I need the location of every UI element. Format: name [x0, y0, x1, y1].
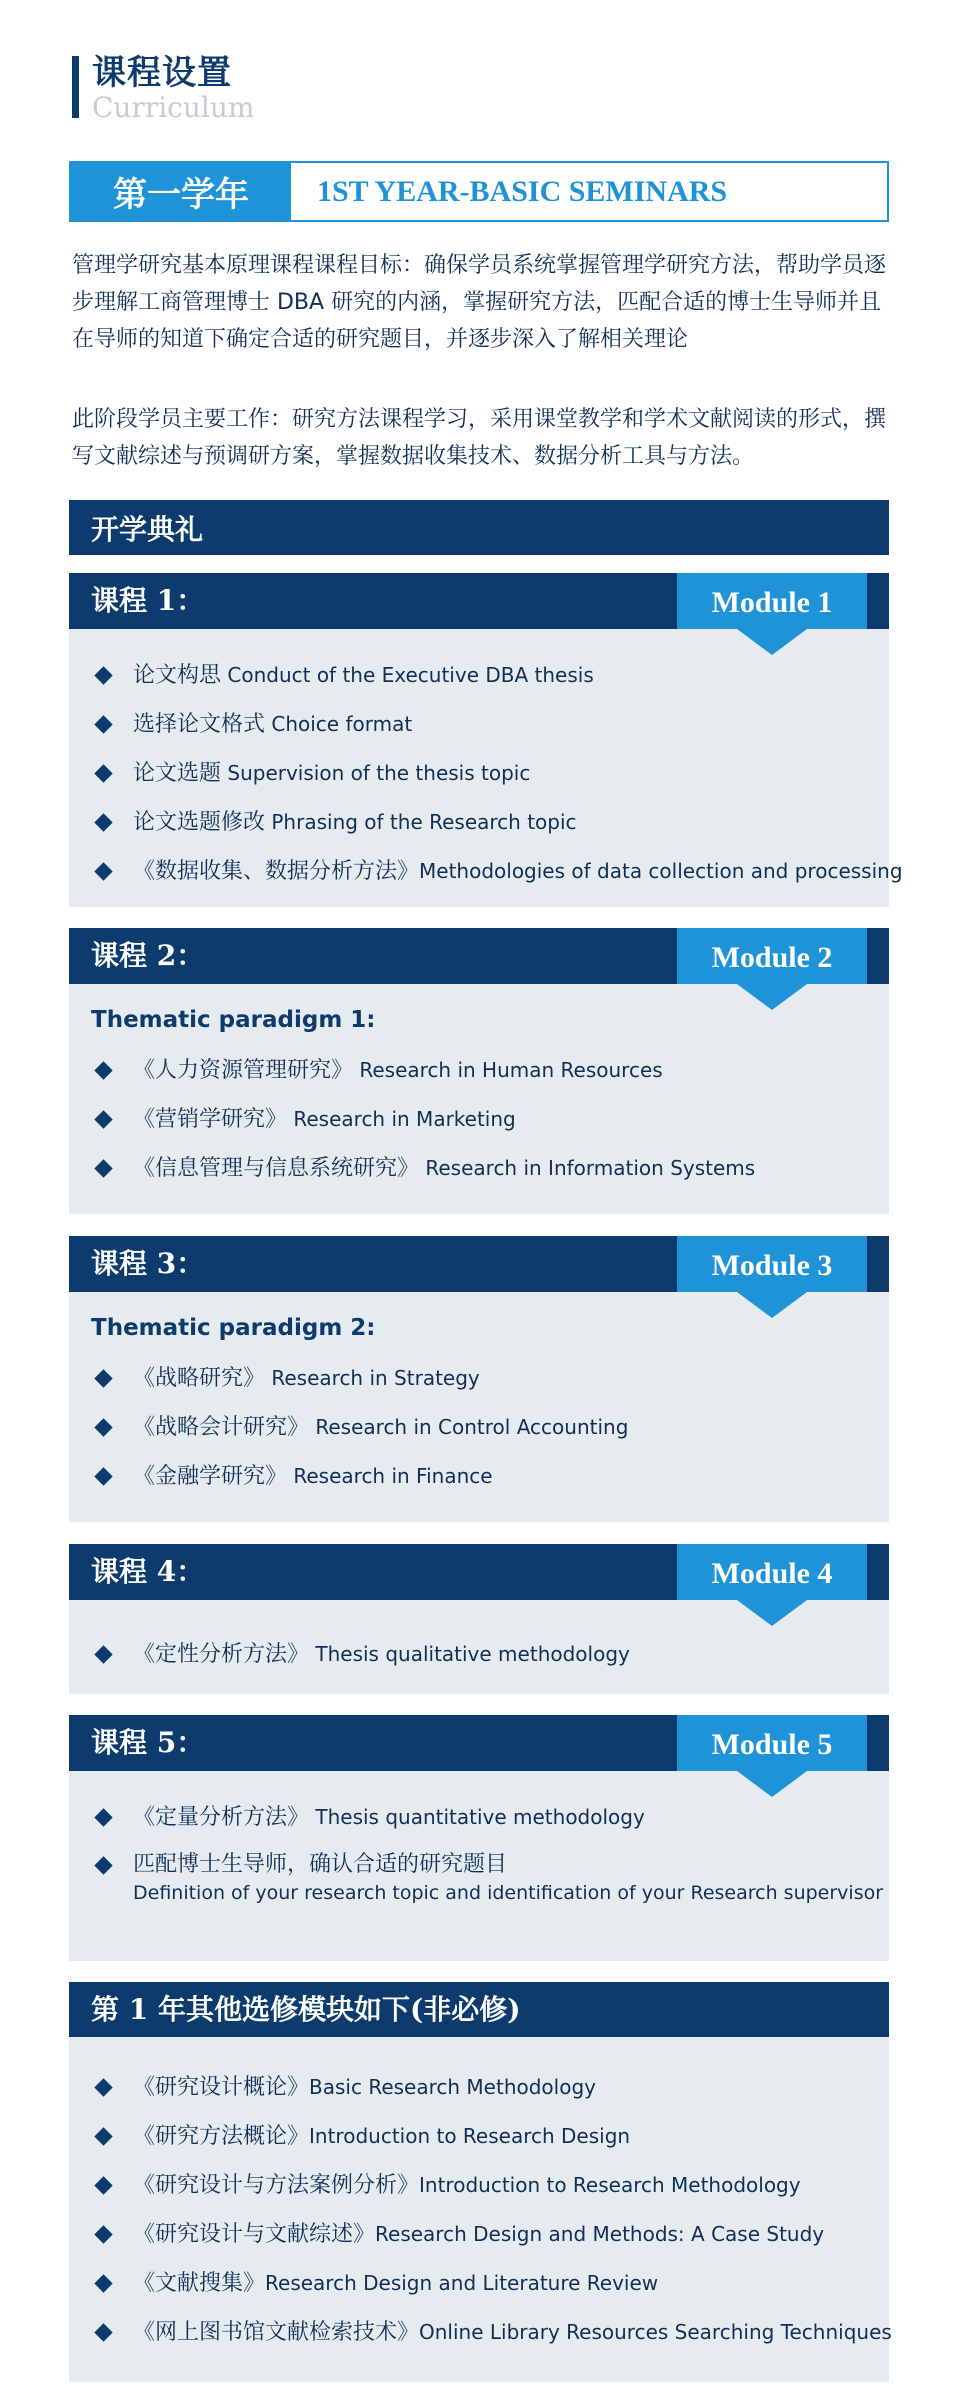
item-title-en: Introduction to Research Design	[309, 2124, 631, 2148]
module-label: Module 2	[711, 941, 833, 974]
module-badge	[677, 928, 867, 1010]
item-title-zh: 《战略研究》	[133, 1366, 266, 1391]
item-title-zh: 论文选题	[133, 761, 222, 786]
item-title-zh: 《营销学研究》	[133, 1107, 288, 1132]
item-title-en: Introduction to Research Methodology	[419, 2173, 801, 2197]
item-title-zh: 《研究设计概论》	[133, 2075, 310, 2100]
diamond-bullet-icon	[94, 1369, 112, 1387]
item-title-en: Research in Marketing	[287, 1107, 516, 1131]
item-title-en: Thesis qualitative methodology	[309, 1642, 630, 1666]
course-header	[69, 928, 889, 984]
diamond-bullet-icon	[94, 2225, 112, 2243]
module-label: Module 3	[711, 1249, 833, 1282]
item-title-zh: 选择论文格式	[133, 712, 266, 737]
list-item	[91, 2161, 889, 2210]
item-title-en: Basic Research Methodology	[309, 2075, 596, 2099]
diamond-bullet-icon	[94, 1808, 112, 1826]
item-title-zh: 论文选题修改	[133, 810, 266, 835]
course-header	[69, 1715, 889, 1771]
diamond-bullet-icon	[94, 2127, 112, 2145]
item-title-en: Supervision of the thesis topic	[221, 761, 531, 785]
thematic-paradigm-label: Thematic paradigm 2:	[91, 1315, 376, 1341]
item-title-en: Choice format	[265, 712, 413, 736]
list-item	[91, 1842, 889, 1907]
list-item	[91, 1403, 889, 1452]
diamond-bullet-icon	[94, 1110, 112, 1128]
module-badge	[677, 1544, 867, 1626]
title-accent-bar	[72, 56, 79, 118]
year-banner	[69, 161, 889, 222]
module-badge	[677, 1715, 867, 1797]
item-title-zh: 《定性分析方法》	[133, 1642, 310, 1667]
item-title-zh: 《研究设计与文献综述》	[133, 2222, 376, 2247]
item-title-zh: 论文构思	[133, 663, 222, 688]
diamond-bullet-icon	[94, 1645, 112, 1663]
year-label: 第一学年	[71, 163, 291, 220]
list-item	[91, 2259, 889, 2308]
course-title: 课程 1：	[91, 584, 205, 617]
course-item-list	[91, 1354, 889, 1501]
diamond-bullet-icon	[94, 1856, 112, 1874]
item-title-zh: 《文献搜集》	[133, 2271, 266, 2296]
electives-card	[69, 1982, 892, 2382]
title-chinese: 课程设置	[92, 53, 232, 93]
module-badge	[677, 1236, 867, 1318]
course-header	[69, 573, 889, 629]
item-title-en: Research in Control Accounting	[309, 1415, 629, 1439]
item-title-en: Research in Human Resources	[353, 1058, 663, 1082]
course-title: 课程 5：	[91, 1726, 205, 1759]
item-title-en: Thesis quantitative methodology	[309, 1805, 645, 1829]
diamond-bullet-icon	[94, 2274, 112, 2292]
opening-ceremony-bar: 开学典礼	[69, 500, 889, 555]
item-title-en: Research in Finance	[287, 1464, 493, 1488]
list-item	[91, 1793, 889, 1842]
item-title-en: Phrasing of the Research topic	[265, 810, 577, 834]
thematic-paradigm-label: Thematic paradigm 1:	[91, 1007, 376, 1033]
course-item-list	[91, 1793, 889, 1907]
course-card-1	[69, 573, 903, 907]
list-item	[91, 1046, 889, 1095]
course-header	[69, 1544, 889, 1600]
list-item	[91, 847, 903, 896]
section-title	[72, 52, 372, 124]
list-item	[91, 1095, 889, 1144]
course-card-4	[69, 1544, 889, 1694]
intro-paragraph-work: 此阶段学员主要工作：研究方法课程学习，采用课堂教学和学术文献阅读的形式，撰写文献综述与预调研方案，掌握数据收集技术、数据分析工具与方法。	[72, 407, 887, 469]
item-title-en: Conduct of the Executive DBA thesis	[221, 663, 594, 687]
list-item	[91, 2112, 889, 2161]
electives-list	[91, 2063, 892, 2357]
course-item-list	[91, 1046, 889, 1193]
diamond-bullet-icon	[94, 813, 112, 831]
list-item	[91, 1354, 889, 1403]
item-title-en: Methodologies of data collection and processing	[419, 859, 903, 883]
module-badge	[677, 573, 867, 655]
diamond-bullet-icon	[94, 1467, 112, 1485]
item-title-zh: 《数据收集、数据分析方法》	[133, 859, 420, 884]
item-title-en: Definition of your research topic and identification of your Research supervisor	[133, 1882, 884, 1904]
item-title-en: Research Design and Methods: A Case Study	[375, 2222, 825, 2246]
electives-title: 第 1 年其他选修模块如下(非必修)	[91, 1993, 521, 2026]
diamond-bullet-icon	[94, 1061, 112, 1079]
course-card-3	[69, 1236, 889, 1522]
item-title-zh: 《金融学研究》	[133, 1464, 288, 1489]
intro-paragraph-goal: 管理学研究基本原理课程课程目标：确保学员系统掌握管理学研究方法，帮助学员逐步理解工商管理博士 DBA 研究的内涵，掌握研究方法，匹配合适的博士生导师并且在导师的知道下确定合适的研究题目，并逐步深入了解相关理论	[72, 253, 887, 352]
diamond-bullet-icon	[94, 2323, 112, 2341]
diamond-bullet-icon	[94, 862, 112, 880]
module-label: Module 4	[711, 1557, 833, 1590]
diamond-bullet-icon	[94, 2176, 112, 2194]
list-item	[91, 798, 889, 847]
diamond-bullet-icon	[94, 666, 112, 684]
item-title-zh: 《研究设计与方法案例分析》	[133, 2173, 420, 2198]
list-item	[91, 2210, 889, 2259]
item-title-zh: 《战略会计研究》	[133, 1415, 310, 1440]
electives-header	[69, 1982, 889, 2037]
year-subtitle: 1ST YEAR-BASIC SEMINARS	[317, 174, 728, 208]
diamond-bullet-icon	[94, 1418, 112, 1436]
module-label: Module 1	[711, 586, 833, 619]
list-item	[91, 1144, 889, 1193]
list-item	[91, 651, 889, 700]
module-label: Module 5	[711, 1728, 833, 1761]
list-item	[91, 2063, 889, 2112]
diamond-bullet-icon	[94, 764, 112, 782]
item-title-zh: 《定量分析方法》	[133, 1805, 310, 1830]
diamond-bullet-icon	[94, 2078, 112, 2096]
item-title-zh: 匹配博士生导师，确认合适的研究题目	[133, 1852, 508, 1877]
course-title: 课程 3：	[91, 1247, 205, 1280]
course-card-5	[69, 1715, 889, 1961]
course-title: 课程 2：	[91, 939, 205, 972]
item-title-en: Research Design and Literature Review	[265, 2271, 659, 2295]
course-card-2	[69, 928, 889, 1214]
item-title-en: Online Library Resources Searching Techniques	[419, 2320, 892, 2344]
course-item-list	[91, 651, 903, 896]
item-title-en: Research in Strategy	[265, 1366, 480, 1390]
list-item	[91, 1630, 889, 1679]
item-title-zh: 《研究方法概论》	[133, 2124, 310, 2149]
course-item-list	[91, 1630, 889, 1679]
course-title: 课程 4：	[91, 1555, 205, 1588]
list-item	[91, 2308, 892, 2357]
item-title-en: Research in Information Systems	[419, 1156, 756, 1180]
item-title-zh: 《人力资源管理研究》	[133, 1058, 354, 1083]
list-item	[91, 700, 889, 749]
item-title-zh: 《信息管理与信息系统研究》	[133, 1156, 420, 1181]
list-item	[91, 1452, 889, 1501]
diamond-bullet-icon	[94, 715, 112, 733]
list-item	[91, 749, 889, 798]
diamond-bullet-icon	[94, 1159, 112, 1177]
title-english: Curriculum	[92, 91, 255, 124]
item-title-zh: 《网上图书馆文献检索技术》	[133, 2320, 420, 2345]
course-header	[69, 1236, 889, 1292]
